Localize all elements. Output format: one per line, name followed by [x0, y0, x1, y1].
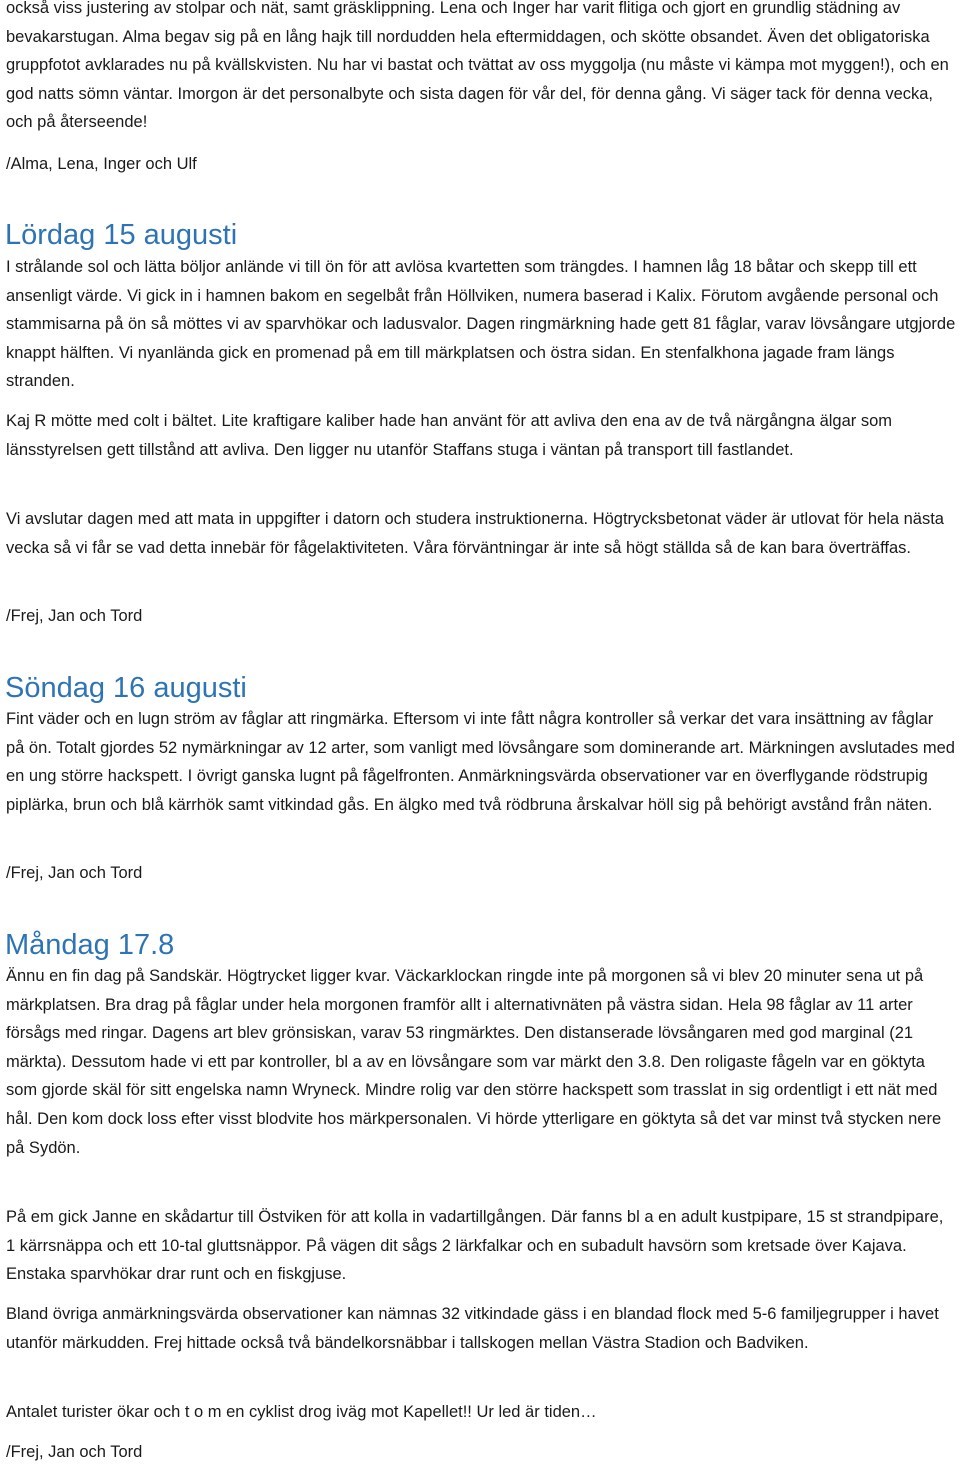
- section-paragraph: Ännu en fin dag på Sandskär. Högtrycket ligger kvar. Väckarklockan ringde inte på morgonen så vi blev 20 minuter sena ut på märkplatsen. Bra drag på fåglar under hela morgonen framför allt i alternativnäten på västra sidan. Hela 98 fåglar av 11 arter försågs med ringar. Dagens art blev grönsiskan, varav 53 ringmärktes. Den distanserade lövsångaren med god marginal (21 märkta). Dessutom hade vi ett par kontroller, bl a av en lövsångare som var märkt den 3.8. Den roligaste fågeln var en göktyta som gjorde skäl för sitt engelska namn Wryneck. Mindre rolig var den större hackspett som trasslat in sig ordentligt i ett nät med hål. Den kom dock loss efter visst blodvite hos märkpersonalen. Vi hörde ytterligare en göktyta så det var minst två stycken nere på Sydön.: [6, 967, 942, 1157]
- section-signature: /Frej, Jan och Tord: [6, 864, 143, 882]
- section-signature: /Frej, Jan och Tord: [6, 607, 143, 625]
- section-heading: Lördag 15 augusti: [5, 219, 238, 251]
- intro-paragraph: också viss justering av stolpar och nät, samt gräsklippning. Lena och Inger har varit flitiga och gjort en grundlig städning av bevakarstugan. Alma begav sig på en lång hajk till nordudden hela eftermiddagen, och skötte obsandet. Även det obligatoriska gruppfotot avklarades nu på kvällskvisten. Nu har vi bastat och tvättat av oss myggolja (nu måste vi kämpa mot myggen!), och en god natts sömn väntar. Imorgon är det personalbyte och sista dagen för vår del, för denna gång. Vi säger tack för denna vecka, och på återseende!: [6, 0, 949, 132]
- section-paragraph: Vi avslutar dagen med att mata in uppgifter i datorn och studera instruktionerna. Högtrycksbetonat väder är utlovat för hela nästa vecka så vi får se vad detta innebär för fågelaktiviteten. Våra förväntningar är inte så högt ställda så de kan bara överträffas.: [6, 510, 944, 557]
- section-paragraph: I strålande sol och lätta böljor anlände vi till ön för att avlösa kvartetten som trängdes. I hamnen låg 18 båtar och skepp till ett ansenligt värde. Vi gick in i hamnen bakom en segelbåt från Höllviken, numera baserad i Kalix. Förutom avgående personal och stammisarna på ön så möttes vi av sparvhökar och ladusvalor. Dagen ringmärkning hade gett 81 fåglar, varav lövsångare utgjorde knappt hälften. Vi nyanlända gick en promenad på em till märkplatsen och östra sidan. En stenfalkhona jagade fram längs stranden.: [6, 258, 956, 391]
- section-paragraph: Fint väder och en lugn ström av fåglar att ringmärka. Eftersom vi inte fått några kontroller så verkar det vara insättning av fåglar på ön. Totalt gjordes 52 nymärkningar av 12 arter, som vanligt med lövsångare som dominerande art. Märkningen avslutades med en ung större hackspett. I övrigt ganska lugnt på fågelfronten. Anmärkningsvärda observationer var en överflygande rödstrupig piplärka, brun och blå kärrhök samt vitkindad gås. En älgko med två rödbruna årskalvar höll sig på behörigt avstånd från näten.: [6, 710, 955, 814]
- section-paragraph: Kaj R mötte med colt i bältet. Lite kraftigare kaliber hade han använt för att avliva den ena av de två närgångna älgar som länsstyrelsen gett tillstånd att avliva. Den ligger nu utanför Staffans stuga i väntan på transport till fastlandet.: [6, 412, 893, 459]
- section-heading: Måndag 17.8: [5, 929, 175, 961]
- section-paragraph: Antalet turister ökar och t o m en cyklist drog iväg mot Kapellet!! Ur led är tiden…: [6, 1403, 597, 1421]
- section-paragraph: På em gick Janne en skådartur till Östviken för att kolla in vadartillgången. Där fanns bl a en adult kustpipare, 15 st strandpipare, 1 kärrsnäppa och ett 10-tal gluttsnäppor. På vägen dit sågs 2 lärkfalkar och en subadult havsörn som kretsade över Kajava. Enstaka sparvhökar drar runt och en fiskgjuse.: [6, 1208, 944, 1284]
- section-signature: /Frej, Jan och Tord: [6, 1443, 143, 1461]
- intro-signature: /Alma, Lena, Inger och Ulf: [6, 155, 197, 173]
- section-heading: Söndag 16 augusti: [5, 672, 247, 704]
- section-paragraph: Bland övriga anmärkningsvärda observationer kan nämnas 32 vitkindade gäss i en blandad flock med 5-6 familjegrupper i havet utanför märkudden. Frej hittade också två bändelkorsnäbbar i tallskogen mellan Västra Stadion och Badviken.: [6, 1305, 939, 1352]
